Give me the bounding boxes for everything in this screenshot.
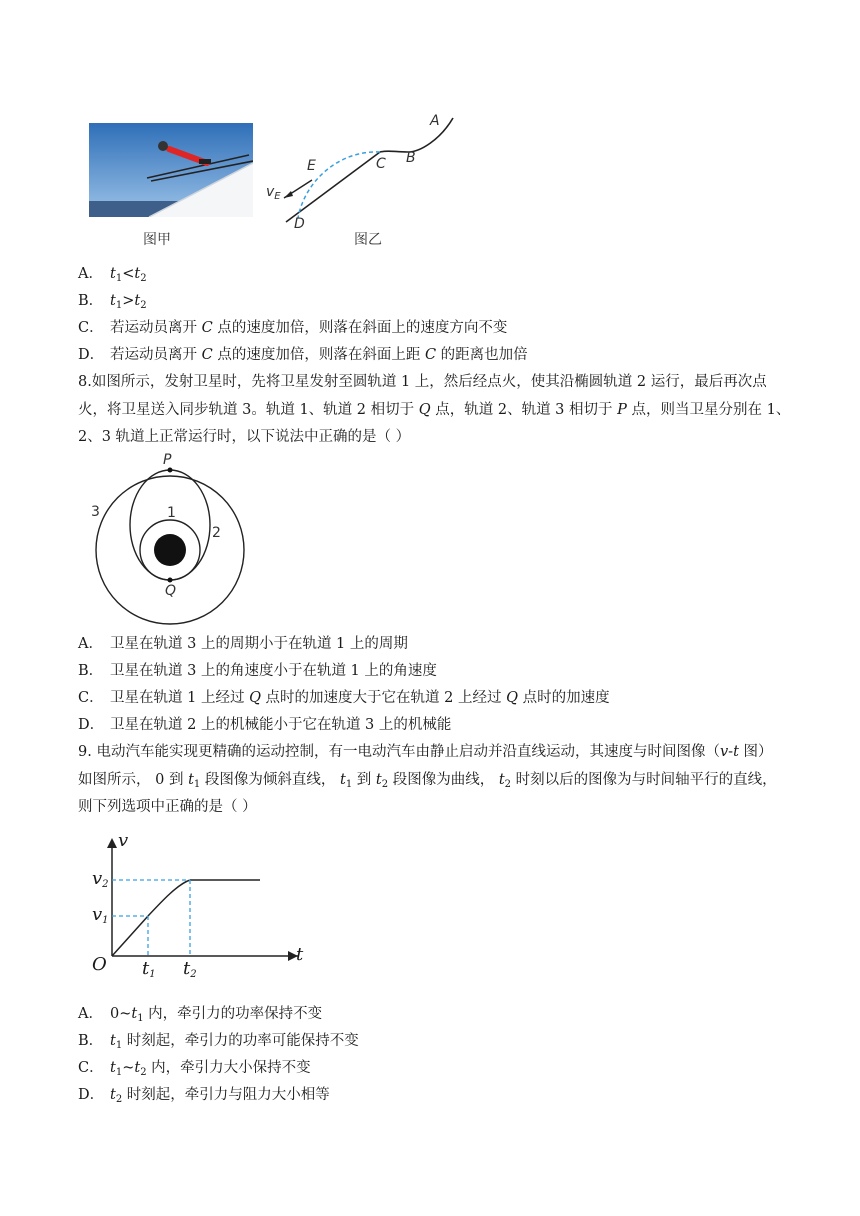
q8-option-d[interactable]: D． 卫星在轨道 2 上的机械能小于它在轨道 3 上的机械能	[78, 717, 452, 733]
q7-option-c[interactable]: C． 若运动员离开 C 点的速度加倍，则落在斜面上的速度方向不变	[78, 320, 508, 336]
q7-option-b[interactable]: B． $t_1>t_2$	[78, 293, 147, 311]
q8-option-b[interactable]: B． 卫星在轨道 3 上的角速度小于在轨道 1 上的角速度	[78, 663, 437, 679]
ski-jump-photo	[89, 123, 253, 217]
figure-caption-right: 图乙	[354, 232, 382, 248]
origin-label: O	[92, 954, 107, 975]
q8-option-c[interactable]: C． 卫星在轨道 1 上经过 Q 点时的加速度大于它在轨道 2 上经过 Q 点时的加速度	[78, 690, 610, 706]
v2-label: $v_2$	[92, 868, 109, 890]
vt-graph	[88, 830, 318, 980]
v1-label: $v_1$	[92, 904, 109, 926]
q9-stem-line3: 则下列选项中正确的是（ ）	[78, 799, 257, 815]
orbit-3-label: 3	[91, 504, 100, 520]
orbit-2-label: 2	[212, 525, 221, 541]
t2-label: $t_2$	[183, 958, 197, 980]
q9-option-d[interactable]: D． $t_2$ 时刻起，牵引力与阻力大小相等	[78, 1087, 330, 1105]
q8-stem-line3: 2、3 轨道上正常运行时，以下说法中正确的是（ ）	[78, 429, 411, 445]
t1-label: $t_1$	[142, 958, 156, 980]
q9-option-a[interactable]: A． $0\sim t_1$ 内，牵引力的功率保持不变	[78, 1006, 323, 1024]
point-C-label: C	[376, 156, 386, 172]
q9-stem-line2: 如图所示， 0 到 $t_1$ 段图像为倾斜直线， $t_1$ 到 $t_2$ 段图像为曲线， $t_2$ 时刻以后的图像为与时间轴平行的直线，	[78, 772, 777, 790]
q7-option-d[interactable]: D． 若运动员离开 C 点的速度加倍，则落在斜面上距 C 的距离也加倍	[78, 347, 528, 363]
trajectory-diagram	[260, 110, 460, 240]
q8-stem-line2: 火，将卫星送入同步轨道 3。轨道 1、轨道 2 相切于 Q 点，轨道 2、轨道 3 相切于 P 点，则当卫星分别在 1、	[78, 402, 791, 418]
q8-stem-line1: 8.如图所示，发射卫星时，先将卫星发射至圆轨道 1 上，然后经点火，使其沿椭圆轨道 2 运行，最后再次点	[78, 374, 767, 390]
t-axis-label: t	[296, 944, 304, 965]
point-A-label: A	[430, 113, 440, 129]
q8-option-a[interactable]: A． 卫星在轨道 3 上的周期小于在轨道 1 上的周期	[78, 636, 408, 652]
point-P-label: P	[163, 452, 172, 468]
v-axis-label: v	[118, 830, 129, 851]
point-B-label: B	[406, 150, 416, 166]
point-E-label: E	[307, 158, 316, 174]
q9-stem-line1: 9. 电动汽车能实现更精确的运动控制，有一电动汽车由静止启动并沿直线运动，其速度与时间图像（v-t 图）	[78, 744, 773, 760]
velocity-vE-label: $v_E$	[266, 184, 281, 202]
point-D-label: D	[294, 216, 305, 232]
q9-option-b[interactable]: B． $t_1$ 时刻起，牵引力的功率可能保持不变	[78, 1033, 359, 1051]
q9-option-c[interactable]: C． $t_1\sim t_2$ 内，牵引力大小保持不变	[78, 1060, 311, 1078]
orbit-diagram	[84, 452, 264, 625]
q7-option-a[interactable]: A． $t_1<t_2$	[78, 266, 147, 284]
figure-caption-left: 图甲	[143, 232, 171, 248]
orbit-1-label: 1	[167, 505, 176, 521]
point-Q-label: Q	[165, 583, 177, 599]
